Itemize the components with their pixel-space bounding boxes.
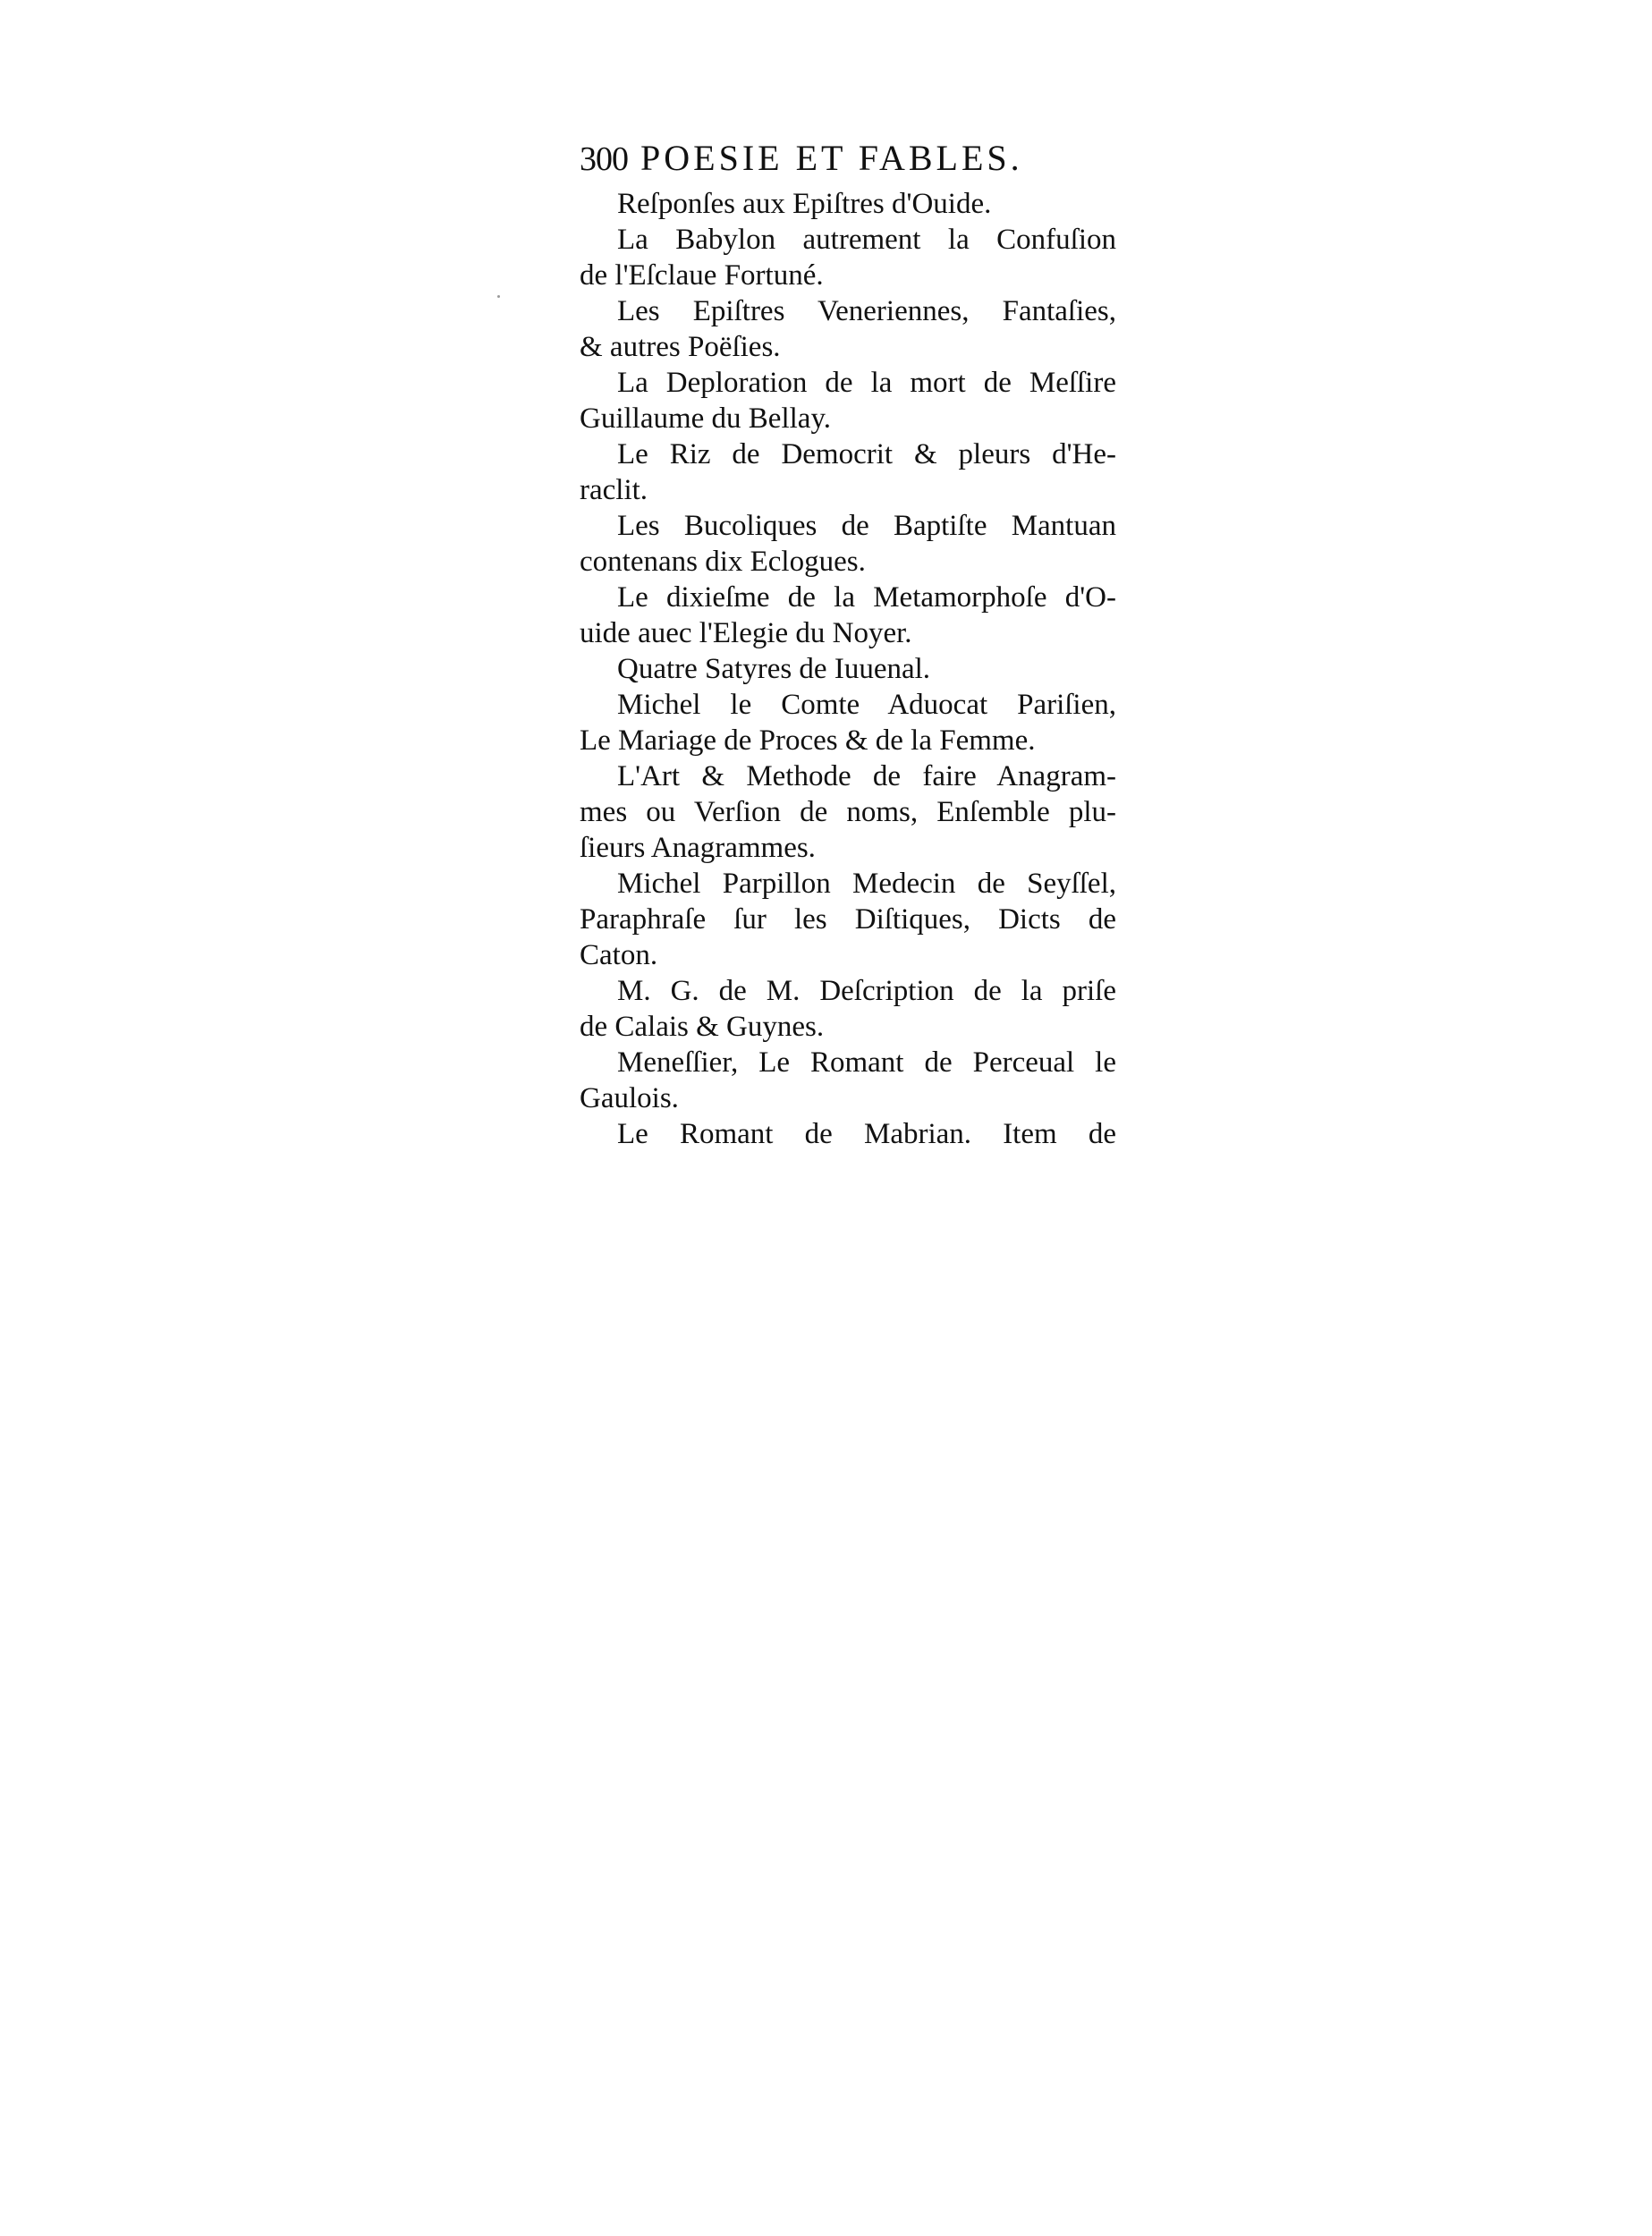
running-head xyxy=(580,134,1116,186)
entry-line: Le Riz de Democrit & pleurs d'He- xyxy=(617,438,1116,470)
entry-line: La Deploration de la mort de Meſſire xyxy=(617,367,1116,399)
entry-line: raclit. xyxy=(580,474,648,506)
bibliography-entry xyxy=(580,365,1116,436)
entry-line: ſieurs Anagrammes. xyxy=(580,832,816,864)
bibliography-entry xyxy=(580,508,1116,580)
entry-line: Les Bucoliques de Baptiſte Mantuan xyxy=(617,510,1116,542)
bibliography-entry xyxy=(580,580,1116,651)
bibliography-entry xyxy=(580,436,1116,508)
entry-line: Le Romant de Mabrian. Item de xyxy=(617,1118,1116,1150)
bibliography-entry xyxy=(580,1116,1116,1152)
text-block xyxy=(580,134,1116,1152)
entry-line: Caton. xyxy=(580,939,658,971)
entry-line: L'Art & Methode de faire Anagram- xyxy=(617,760,1116,792)
entry-line: M. G. de M. Deſcription de la priſe xyxy=(617,975,1116,1007)
entry-line: & autres Poëſies. xyxy=(580,331,781,363)
entry-line: uide auec l'Elegie du Noyer. xyxy=(580,617,912,649)
entry-line: Gaulois. xyxy=(580,1082,679,1114)
bibliography-entry xyxy=(580,651,1116,687)
entry-line: Reſponſes aux Epiſtres d'Ouide. xyxy=(617,188,992,220)
entry-line: La Babylon autrement la Confuſion xyxy=(617,224,1116,256)
entry-line: Quatre Satyres de Iuuenal. xyxy=(617,653,931,685)
running-title: POESIE ET FABLES. xyxy=(640,138,1023,178)
entry-line: contenans dix Eclogues. xyxy=(580,546,866,578)
entry-line: Les Epiſtres Veneriennes, Fantaſies, xyxy=(617,295,1116,327)
entry-line: de l'Eſclaue Fortuné. xyxy=(580,259,824,292)
entry-line: de Calais & Guynes. xyxy=(580,1011,825,1043)
ink-speck xyxy=(497,295,500,298)
bibliography-entry xyxy=(580,758,1116,866)
entry-line: mes ou Verſion de noms, Enſemble plu- xyxy=(580,796,1116,828)
entry-line: Paraphraſe ſur les Diſtiques, Dicts de xyxy=(580,903,1116,936)
entry-line: Michel le Comte Aduocat Pariſien, xyxy=(617,689,1116,721)
bibliography-entry xyxy=(580,687,1116,758)
bibliography-entry xyxy=(580,222,1116,293)
bibliography-entry xyxy=(580,1045,1116,1116)
entry-line: Meneſſier, Le Romant de Perceual le xyxy=(617,1046,1116,1079)
page-number: 300 xyxy=(580,140,628,178)
bibliography-entry xyxy=(580,293,1116,365)
bibliography-entry xyxy=(580,973,1116,1045)
entry-line: Le dixieſme de la Metamorphoſe d'O- xyxy=(617,581,1116,614)
entry-line: Michel Parpillon Medecin de Seyſſel, xyxy=(617,868,1116,900)
bibliography-entries xyxy=(580,186,1116,1152)
bibliography-entry xyxy=(580,186,1116,222)
entry-line: Le Mariage de Proces & de la Femme. xyxy=(580,724,1036,757)
entry-line: Guillaume du Bellay. xyxy=(580,402,832,435)
bibliography-entry xyxy=(580,866,1116,973)
